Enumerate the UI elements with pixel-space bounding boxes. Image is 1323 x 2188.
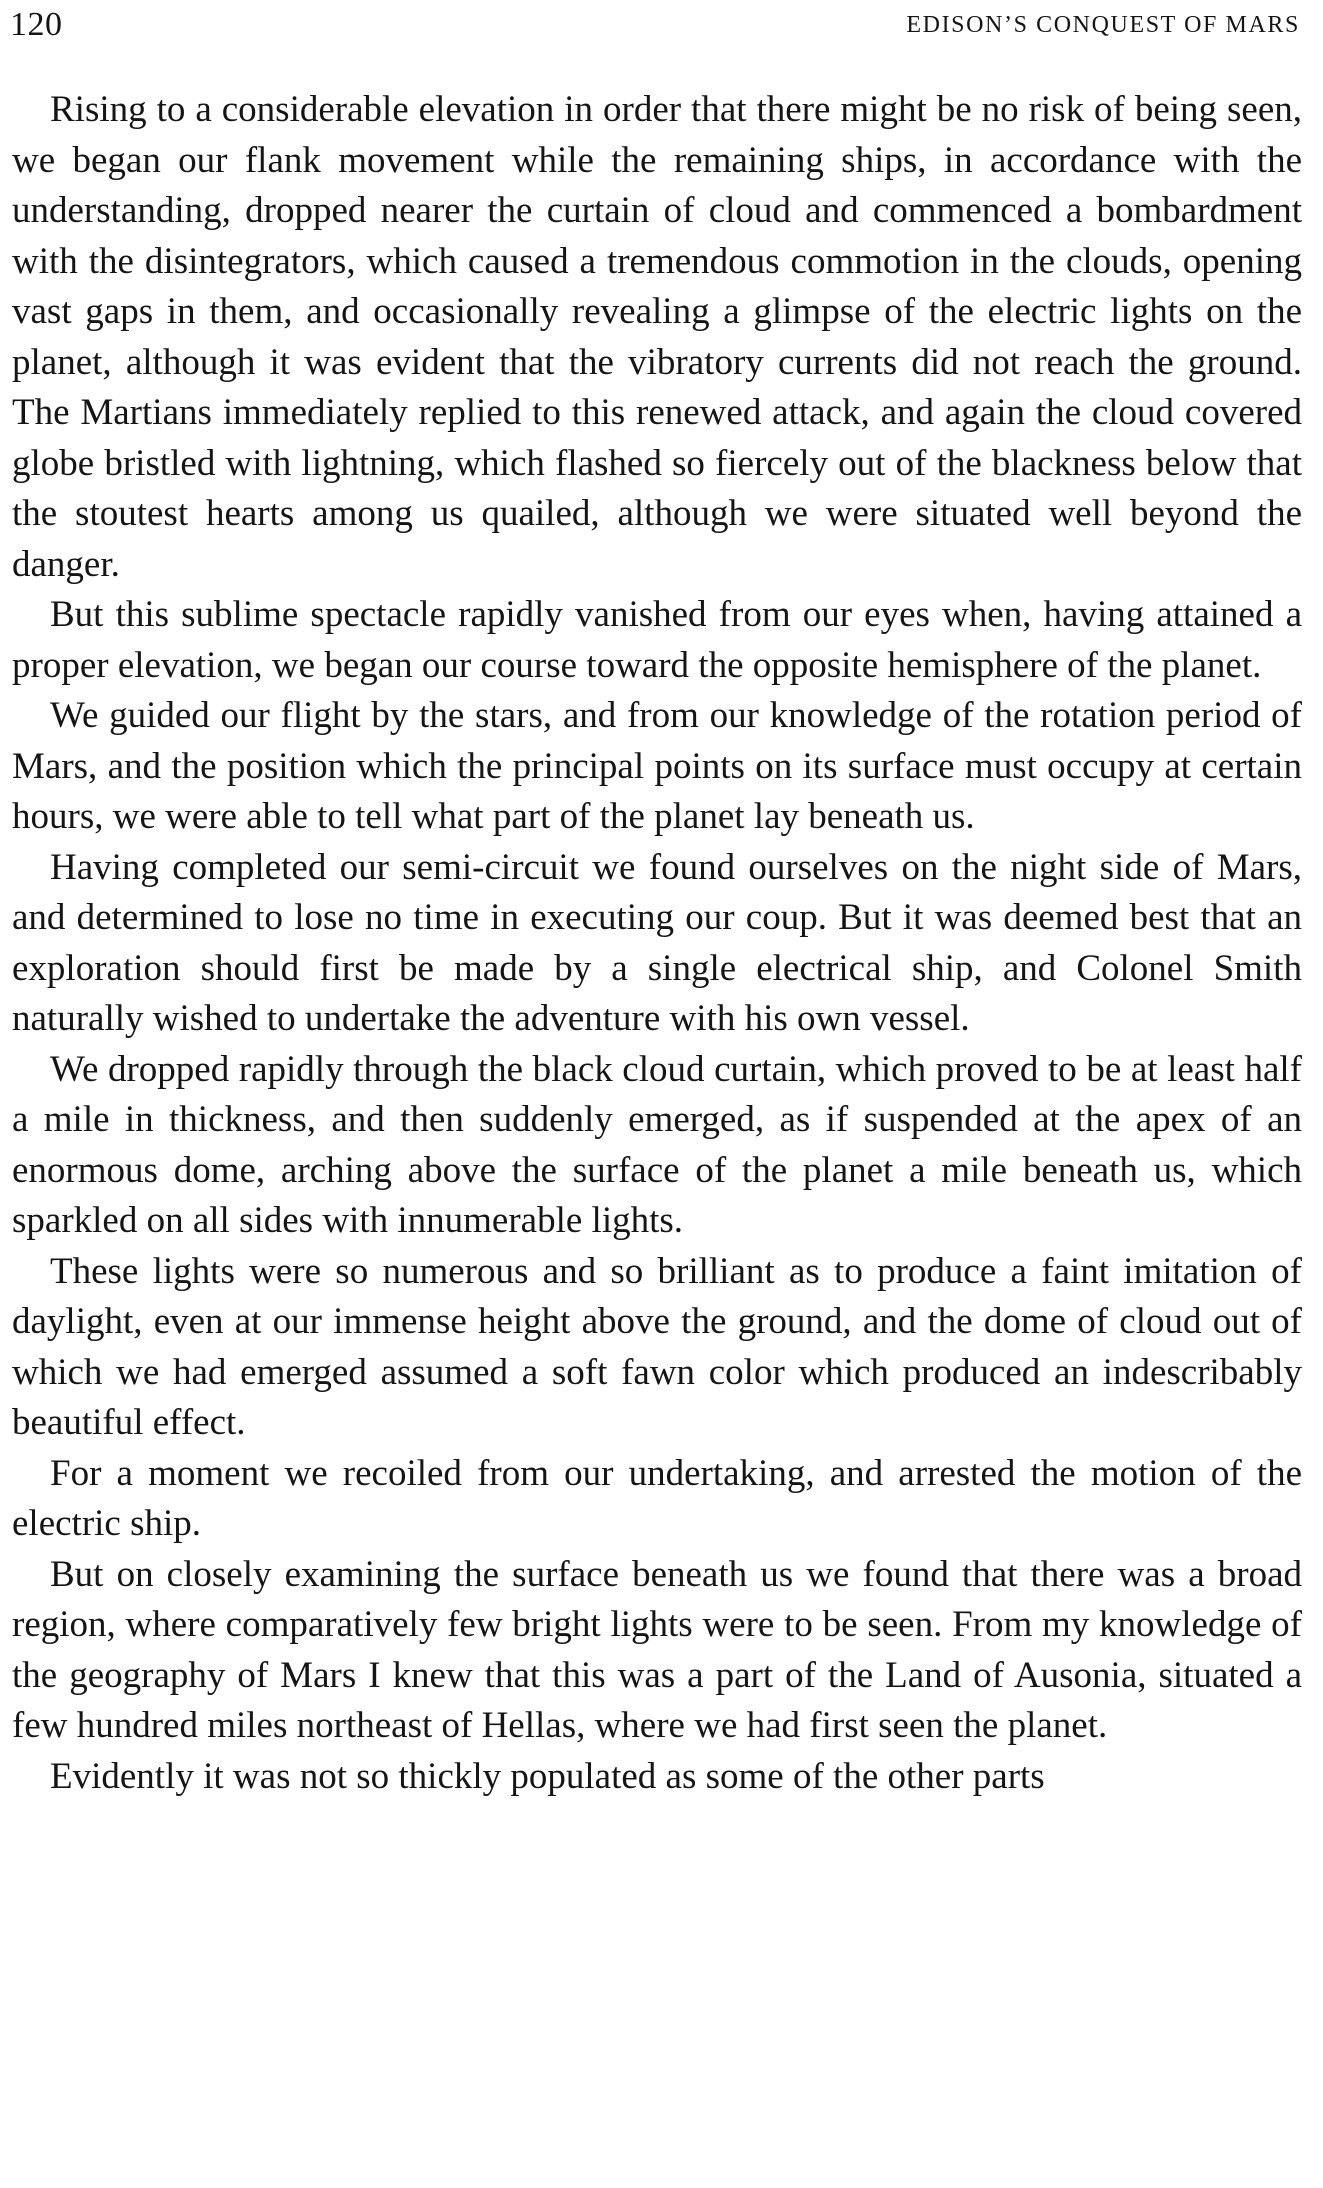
- paragraph: But on closely examining the surface beneath us we found that there was a broad region, where comparatively few bright lights were to be seen. From my knowledge of the geography of Mars I knew that this was a part of the Land of Ausonia, situated a few hundred miles northeast of Hellas, where we had first seen the planet.: [12, 1553, 1302, 1746]
- paragraph: We dropped rapidly through the black cloud curtain, which proved to be at least half a mile in thickness, and then suddenly emerged, as if suspended at the apex of an enormous dome, arching above the surface of the planet a mile beneath us, which sparkled on all sides with innumerable lights.: [12, 1048, 1302, 1241]
- paragraph: Rising to a considerable elevation in order that there might be no risk of being seen, we began our flank movement while the remaining ships, in accordance with the understanding, dropped nearer the curtain of cloud and commenced a bombardment with the disintegrators, which caused a tremendous commotion in the clouds, opening vast gaps in them, and occasionally revealing a glimpse of the electric lights on the planet, although it was evident that the vibratory currents did not reach the ground. The Martians immediately replied to this renewed attack, and again the cloud covered globe bristled with lightning, which flashed so fiercely out of the blackness below that the stoutest hearts among us quailed, although we were situated well beyond the danger.: [12, 89, 1302, 585]
- paragraph: We guided our flight by the stars, and from our knowledge of the rotation period of Mars, and the position which the principal points on its surface must occupy at certain hours, we were able to tell what part of the planet lay beneath us.: [12, 695, 1302, 837]
- running-header: [10, 6, 1300, 46]
- paragraph: But this sublime spectacle rapidly vanished from our eyes when, having attained a proper elevation, we began our course toward the opposite hemisphere of the planet.: [12, 594, 1302, 686]
- paragraph: For a moment we recoiled from our undertaking, and arrested the motion of the electric ship.: [12, 1452, 1302, 1544]
- paragraph: Having completed our semi-circuit we found ourselves on the night side of Mars, and determined to lose no time in executing our coup. But it was deemed best that an exploration should first be made by a single electrical ship, and Colonel Smith naturally wished to undertake the adventure with his own vessel.: [12, 846, 1302, 1039]
- body-text: [12, 85, 1302, 1802]
- running-title: EDISON’S CONQUEST OF MARS: [906, 12, 1300, 38]
- paragraph: These lights were so numerous and so brilliant as to produce a faint imitation of daylight, even at our immense height above the ground, and the dome of cloud out of which we had emerged assumed a soft fawn color which produced an indescribably beautiful effect.: [12, 1250, 1302, 1443]
- paragraph: Evidently it was not so thickly populated as some of the other parts: [50, 1755, 1045, 1797]
- page-number: 120: [10, 6, 63, 43]
